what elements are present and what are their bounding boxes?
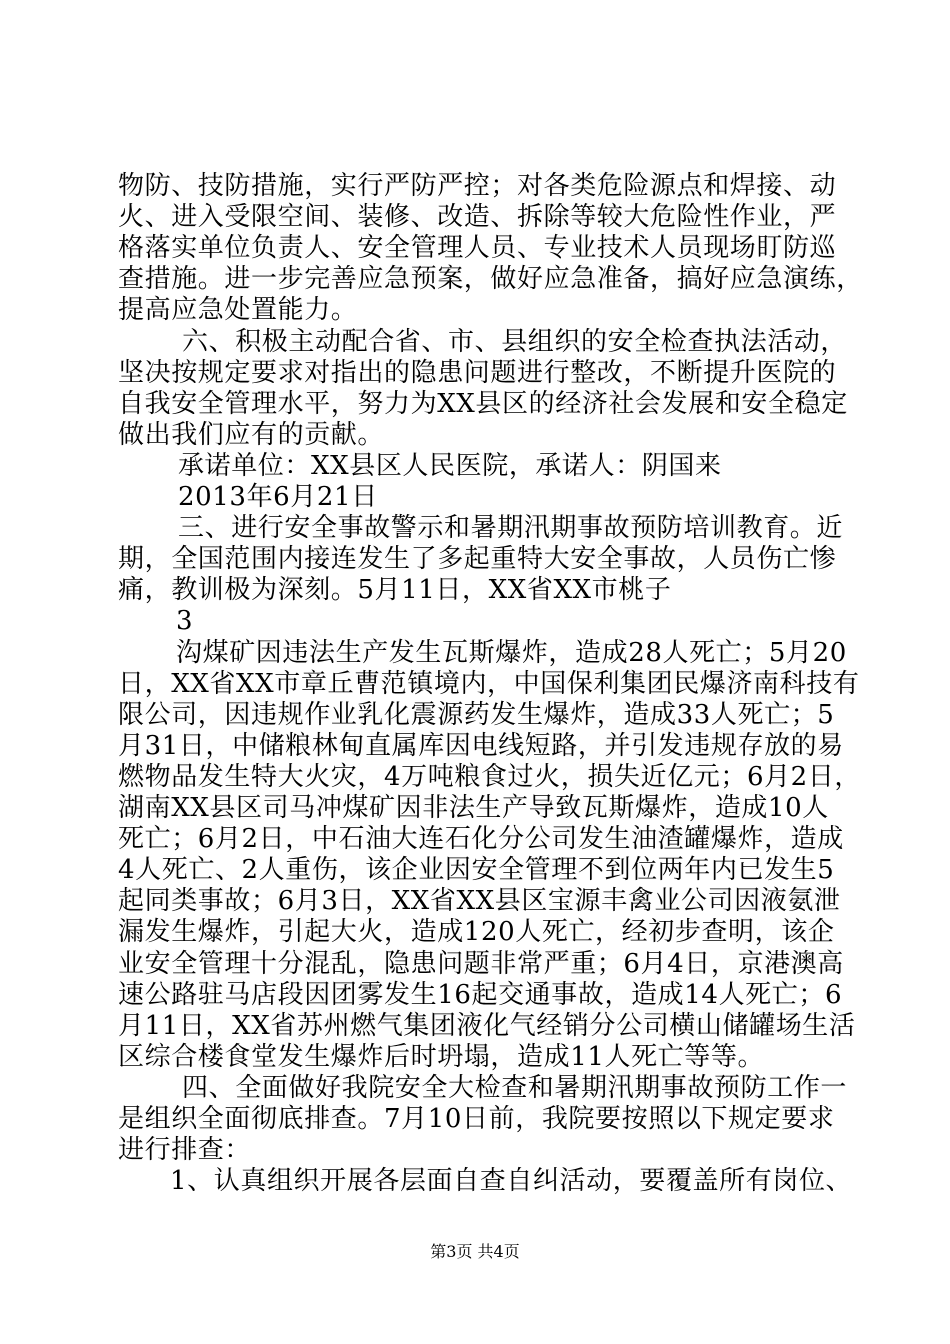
text-line: 起同类事故；6月3日，XX省XX县区宝源丰禽业公司因液氨泄 [118,886,841,917]
text-line: 月31日，中储粮林甸直属库因电线短路，并引发违规存放的易 [118,730,844,761]
text-line: 格落实单位负责人、安全管理人员、专业技术人员现场盯防巡 [118,233,837,264]
text-line: 火、进入受限空间、装修、改造、拆除等较大危险性作业，严 [118,202,837,233]
text-line: 1、认真组织开展各层面自查自纠活动，要覆盖所有岗位、 [170,1166,853,1197]
text-line: 自我安全管理水平，努力为XX县区的经济社会发展和安全稳定 [118,388,848,419]
text-line: 限公司，因违规作业乳化震源药发生爆炸，造成33人死亡；5 [118,699,835,730]
text-line: 六、积极主动配合省、市、县组织的安全检查执法活动， [182,326,848,357]
text-line: 月11日，XX省苏州燃气集团液化气经销分公司横山储罐场生活 [118,1010,856,1041]
text-line: 物防、技防措施，实行严防严控；对各类危险源点和焊接、动 [118,171,837,201]
text-line: 湖南XX县区司马冲煤矿因非法生产导致瓦斯爆炸，造成10人 [118,793,829,823]
text-line: 坚决按规定要求对指出的隐患问题进行整改，不断提升医院的 [118,357,837,388]
text-line: 沟煤矿因违法生产发生瓦斯爆炸，造成28人死亡；5月20 [176,637,847,668]
text-line: 三、进行安全事故警示和暑期汛期事故预防培训教育。近 [178,513,844,544]
text-line: 痛，教训极为深刻。5月11日，XX省XX市桃子 [118,575,672,606]
text-line: 2013年6月21日 [178,482,378,512]
text-line: 区综合楼食堂发生爆炸后时坍塌，造成11人死亡等等。 [118,1041,765,1072]
text-line: 四、全面做好我院安全大检查和暑期汛期事故预防工作一 [182,1072,848,1103]
text-line: 4人死亡、2人重伤，该企业因安全管理不到位两年内已发生5 [118,855,835,886]
text-line: 业安全管理十分混乱，隐患问题非常严重；6月4日，京港澳高 [118,948,844,979]
text-line: 期，全国范围内接连发生了多起重特大安全事故，人员伤亡惨 [118,544,837,575]
text-line: 承诺单位：XX县区人民医院，承诺人：阴国来 [178,450,722,481]
text-line: 提高应急处置能力。 [118,295,358,326]
text-line: 燃物品发生特大火灾，4万吨粮食过火，损失近亿元；6月2日， [118,761,862,792]
text-line: 漏发生爆炸，引起大火，造成120人死亡，经初步查明，该企 [118,917,835,948]
text-line: 做出我们应有的贡献。 [118,419,385,450]
text-line: 死亡；6月2日，中石油大连石化分公司发生油渣罐爆炸，造成 [118,824,844,855]
page-marker: 3 [176,606,194,637]
page-footer: 第3页 共4页 [430,1242,520,1261]
text-line: 是组织全面彻底排查。7月10日前，我院要按照以下规定要求 [118,1104,835,1134]
text-line: 日，XX省XX市章丘曹范镇境内，中国保利集团民爆济南科技有 [118,668,860,699]
text-line: 速公路驻马店段因团雾发生16起交通事故，造成14人死亡；6 [118,979,843,1010]
text-line: 查措施。进一步完善应急预案，做好应急准备，搞好应急演练， [118,264,863,295]
text-line: 进行排查： [118,1135,252,1166]
